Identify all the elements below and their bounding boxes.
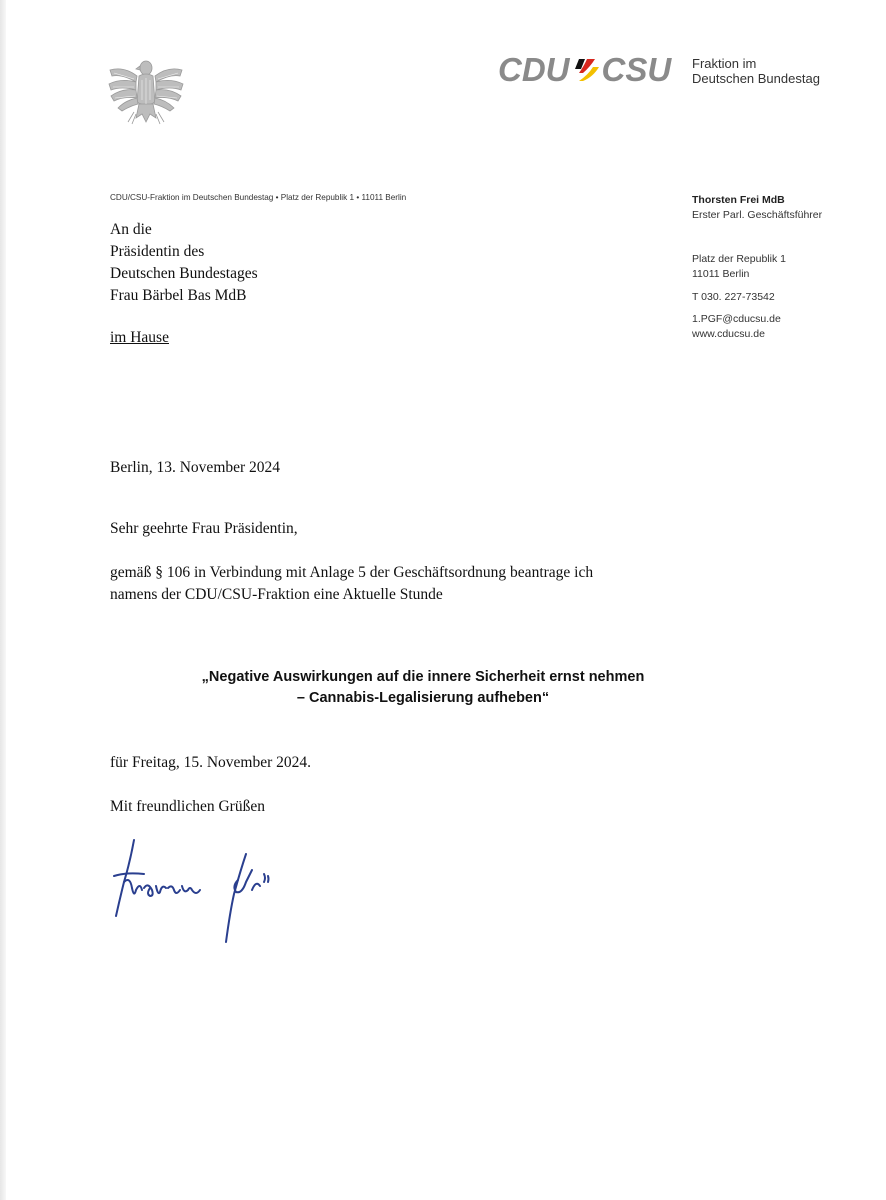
sender-email: 1.PGF@cducsu.de (692, 313, 781, 325)
logo-cdu-text: CDU (498, 51, 570, 88)
sender-return-line: CDU/CSU-Fraktion im Deutschen Bundestag • Platz der Republik 1 • 11011 Berlin (110, 193, 407, 202)
flag-swoosh-icon (573, 55, 599, 85)
logo-csu-text: CSU (601, 51, 672, 88)
signature-image (104, 832, 279, 952)
sender-name-block (692, 193, 822, 223)
request-paragraph-line2: namens der CDU/CSU-Fraktion eine Aktuelle Stunde (110, 586, 443, 603)
motion-title (110, 667, 736, 709)
closing-greeting: Mit freundlichen Grüßen (110, 798, 265, 815)
sender-name: Thorsten Frei MdB (692, 194, 785, 206)
page-edge (0, 0, 6, 1200)
salutation: Sehr geehrte Frau Präsidentin, (110, 520, 298, 537)
request-paragraph (110, 562, 593, 606)
sender-contact-block (692, 312, 781, 342)
letterhead-subtitle-line2: Deutschen Bundestag (692, 71, 820, 86)
sender-website: www.cducsu.de (692, 328, 765, 340)
sender-address-block (692, 252, 786, 282)
federal-eagle-icon (106, 56, 186, 128)
sender-phone: T 030. 227-73542 (692, 291, 775, 303)
recipient-note: im Hause (110, 329, 169, 346)
motion-title-line1: „Negative Auswirkungen auf die innere Sicherheit ernst nehmen (201, 669, 645, 685)
recipient-line3: Deutschen Bundestages (110, 265, 258, 282)
sender-role: Erster Parl. Geschäftsführer (692, 209, 823, 221)
recipient-line1: An die (110, 221, 152, 238)
recipient-address (110, 219, 258, 307)
request-paragraph-line1: gemäß § 106 in Verbindung mit Anlage 5 der Geschäftsordnung beantrage ich (110, 564, 594, 581)
cdu-csu-logo (498, 53, 671, 87)
recipient-line4: Frau Bärbel Bas MdB (110, 287, 247, 304)
motion-title-line2: – Cannabis-Legalisierung aufheben“ (296, 690, 550, 706)
letterhead-subtitle (692, 56, 820, 86)
sender-street: Platz der Republik 1 (692, 253, 786, 265)
sender-city: 11011 Berlin (692, 268, 750, 280)
session-date: für Freitag, 15. November 2024. (110, 754, 312, 771)
letterhead-subtitle-line1: Fraktion im (692, 56, 757, 71)
letter-date: Berlin, 13. November 2024 (110, 459, 281, 476)
recipient-line2: Präsidentin des (110, 243, 205, 260)
